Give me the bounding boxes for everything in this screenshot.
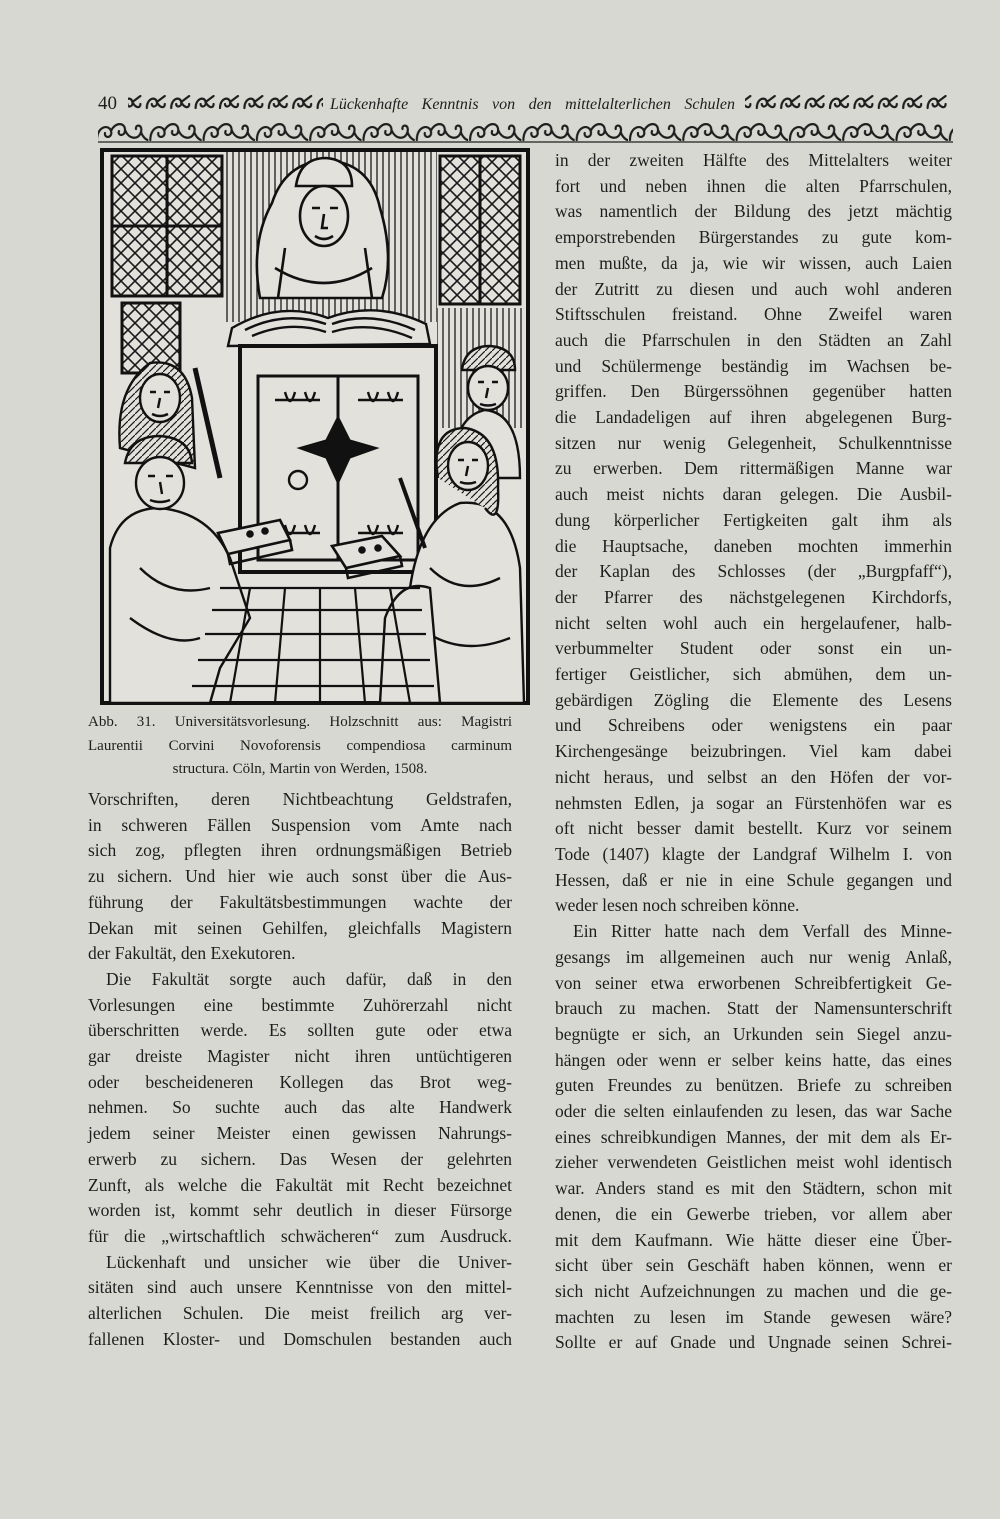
- text-line: Lückenhaft und unsicher wie über die Univer-: [106, 1251, 512, 1272]
- text-line: sicht über sein Geschäft haben können, wenn er: [555, 1255, 952, 1276]
- running-title: Lückenhafte Kenntnis von den mittelalterlichen Schulen: [330, 96, 735, 113]
- text-line: worden ist, kommt sehr deutlich in dieser Fürsorge: [88, 1200, 512, 1221]
- text-line: nicht heraus, und selbst an den Höfen der vor-: [555, 766, 952, 787]
- paragraph: [555, 148, 952, 919]
- page-number: 40: [98, 93, 117, 114]
- text-line: alterlichen Schulen. Die meist freilich arg ver-: [88, 1303, 512, 1324]
- text-line: nicht selten wohl auch ein hergelaufener, halb-: [555, 612, 952, 633]
- text-line: Kirchengesänge beizubringen. Viel kam dabei: [555, 741, 952, 762]
- text-line: mit dem Kaufmann. Wie hätte dieser eine Über-: [555, 1229, 952, 1250]
- text-line: nehmsten Edlen, ja sogar an Fürstenhöfen war es: [555, 792, 952, 813]
- text-line: der Pfarrer des nächstgelegenen Kirchdorfs,: [555, 586, 952, 607]
- text-line: was namentlich der Bildung des jetzt mächtig: [555, 201, 952, 222]
- text-line: machten zu lesen im Stande gewesen wäre?: [555, 1306, 952, 1327]
- text-line: auch meist nichts daran gelegen. Die Ausbil-: [555, 484, 952, 505]
- window-right: [440, 156, 520, 304]
- text-line: Sollte er auf Gnade und Ungnade seinen Schrei-: [555, 1332, 952, 1353]
- text-line: zu erwerben. Dem rittermäßigen Manne war: [555, 458, 952, 479]
- text-line: Vorschriften, deren Nichtbeachtung Geldstrafen,: [88, 789, 512, 809]
- text-line: hängen oder wenn er selber keins hatte, das eines: [555, 1049, 952, 1070]
- text-line: in schweren Fällen Suspension vom Amte nach: [88, 814, 512, 835]
- text-line: der Zutritt zu diesen und auch wohl anderen: [555, 278, 952, 299]
- text-line: sitzen nur wenig Gelegenheit, Schulkenntnisse: [555, 432, 952, 453]
- text-line: sitäten sind auch unsere Kenntnisse von den mittel-: [88, 1277, 512, 1298]
- text-line: überschritten werde. Es sollten gute oder etwa: [88, 1020, 512, 1041]
- text-line: war. Anders stand es mit den Städtern, schon mit: [555, 1178, 952, 1199]
- text-line: der Fakultät, den Exekutoren.: [88, 943, 296, 964]
- text-line: zu sichern. Und hier wie auch sonst über die Aus-: [88, 866, 512, 887]
- text-line: der Kaplan des Schlosses (der „Burgpfaff“),: [555, 561, 952, 582]
- paragraph: [88, 967, 512, 1250]
- text-line: und Schreibens oder wenigstens ein paar: [555, 715, 952, 736]
- text-line: emporstrebenden Bürgerstandes zu gute kom-: [555, 227, 952, 248]
- text-line: fort und neben ihnen die alten Pfarrschulen,: [555, 175, 952, 196]
- text-line: von seiner etwa erworbenen Schreibfertigkeit Ge-: [555, 972, 952, 993]
- paragraph: [88, 787, 512, 967]
- text-line: Stiftsschulen freistand. Ohne Zweifel waren: [555, 304, 952, 325]
- figure-caption: [88, 711, 512, 782]
- text-line: begnügte er sich, an Urkunden sein Siegel anzu-: [555, 1023, 952, 1044]
- text-line: brauch zu machen. Statt der Namensunterschrift: [555, 998, 952, 1019]
- text-line: weder lesen noch schreiben könne.: [555, 895, 800, 916]
- text-line: führung der Fakultätsbestimmungen wachte der: [88, 891, 512, 912]
- text-line: gebärdigen Zögling die Elemente des Lesens: [555, 689, 952, 710]
- woodcut-illustration: [100, 148, 530, 705]
- text-line: auch die Pfarrschulen in den Städten an Zahl: [555, 329, 952, 350]
- caption-line: Laurentii Corvini Novoforensis compendiosa carminum: [88, 737, 512, 754]
- text-line: gesangs im allgemeinen auch nur wenig Anlaß,: [555, 946, 952, 967]
- text-line: in der zweiten Hälfte des Mittelalters weiter: [555, 150, 952, 170]
- text-line: fertiger Geistlicher, sich abmühen, dem un-: [555, 664, 952, 685]
- ornament-left: [128, 95, 323, 115]
- text-line: sich nicht Aufzeichnungen zu machen und die ge-: [555, 1280, 952, 1301]
- caption-line: Abb. 31. Universitätsvorlesung. Holzschnitt aus: Magistri: [88, 714, 512, 730]
- text-line: fallenen Kloster- und Domschulen bestanden auch: [88, 1328, 512, 1349]
- text-line: Tode (1407) klagte der Landgraf Wilhelm I. von: [555, 843, 952, 864]
- text-line: jedem seiner Meister einen gewissen Nahrungs-: [88, 1123, 512, 1144]
- text-line: Dekan mit seinen Gehilfen, gleichfalls Magistern: [88, 917, 512, 938]
- text-line: nehmen. So suchte auch das alte Handwerk: [88, 1097, 512, 1118]
- text-line: für die „wirtschaftlich schwächeren“ zum Ausdruck.: [88, 1225, 512, 1246]
- text-line: und Schülermenge beständig im Wachsen be-: [555, 355, 952, 376]
- text-line: verbummelter Student oder sonst ein un-: [555, 638, 952, 659]
- paragraph: [88, 1250, 512, 1353]
- text-line: Ein Ritter hatte nach dem Verfall des Minne-: [573, 921, 952, 942]
- text-line: men mußte, da ja, wie wir wissen, auch Laien: [555, 252, 952, 273]
- text-line: erwerb zu sichern. Das Wesen der gelehrten: [88, 1148, 512, 1169]
- text-line: Zunft, als welche die Fakultät mit Recht bezeichnet: [88, 1174, 512, 1195]
- text-line: zieher verwendeten Geistlichen meist wohl identisch: [555, 1152, 952, 1173]
- paragraph: [555, 919, 952, 1356]
- text-line: eines schreibkundigen Mannes, der mit dem als Er-: [555, 1126, 952, 1147]
- text-line: dung körperlicher Fertigkeiten galt ihm als: [555, 509, 952, 530]
- text-line: die Landadeligen auf ihren abgelegenen Burg-: [555, 407, 952, 428]
- text-line: sich zog, pflegten ihren ordnungsmäßigen Betrieb: [88, 840, 512, 861]
- caption-line: structura. Cöln, Martin von Werden, 1508.: [172, 761, 428, 777]
- ornament-right: [745, 95, 950, 115]
- text-line: die Hauptsache, daneben mochten immerhin: [555, 535, 952, 556]
- text-line: Die Fakultät sorgte auch dafür, daß in den: [106, 968, 512, 989]
- text-line: guten Freundes zu benützen. Briefe zu schreiben: [555, 1075, 952, 1096]
- text-line: Hessen, daß er nie in eine Schule gegangen und: [555, 869, 952, 890]
- text-line: oder die selten einlaufenden zu lesen, das war Sache: [555, 1101, 952, 1122]
- text-line: oder bescheideneren Kollegen das Brot weg-: [88, 1071, 512, 1092]
- text-line: Vorlesungen eine bestimmte Zuhörerzahl nicht: [88, 994, 512, 1015]
- text-line: gar dreiste Magister nicht ihren untüchtigeren: [88, 1046, 512, 1067]
- text-line: denen, die ein Gewerbe trieben, vor allem aber: [555, 1203, 952, 1224]
- right-column-text: [555, 148, 952, 1356]
- text-line: oft nicht besser damit bestellt. Kurz vor seinem: [555, 818, 952, 839]
- ornament-scroll-band: [98, 117, 953, 144]
- text-line: griffen. Den Bürgerssöhnen gegenüber hatten: [555, 381, 952, 402]
- left-column-text: [88, 787, 512, 1352]
